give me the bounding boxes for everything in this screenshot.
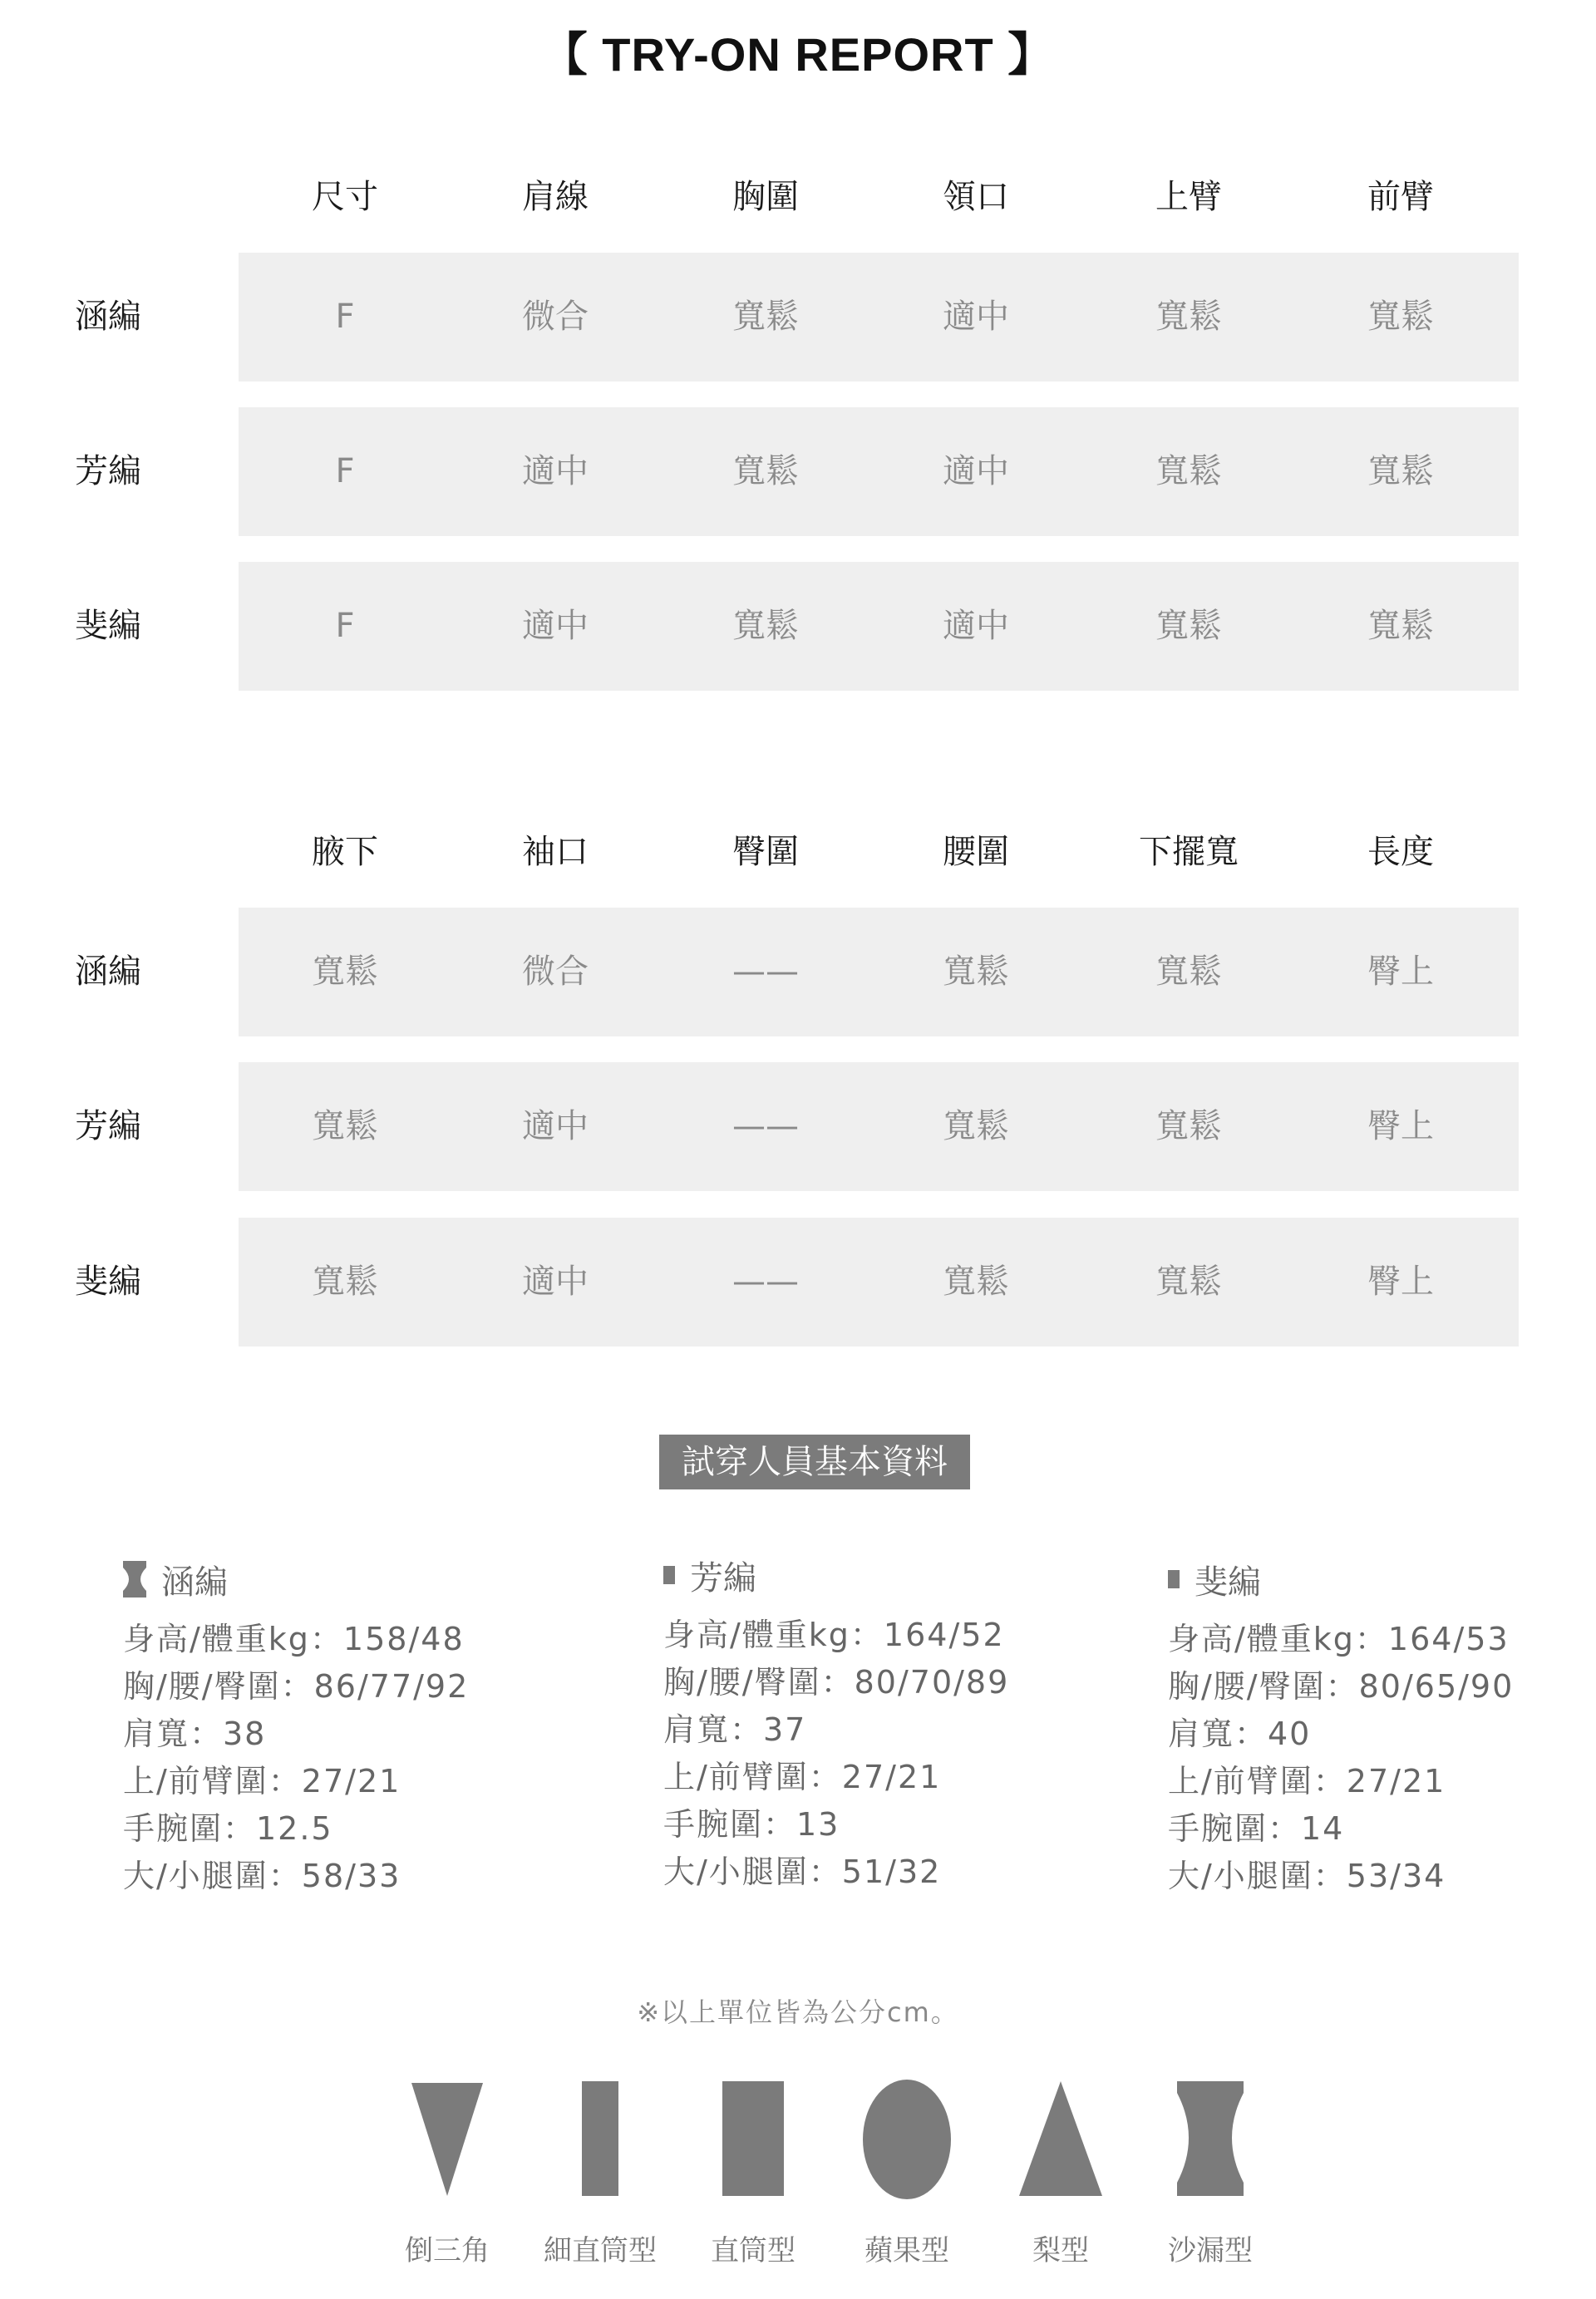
table-cell: 寬鬆 bbox=[732, 298, 799, 336]
col-header: 胸圍 bbox=[732, 178, 799, 216]
body-type-label: 沙漏型 bbox=[1168, 2234, 1253, 2267]
row-label: 斐編 bbox=[75, 607, 141, 645]
slim-straight-icon bbox=[580, 2078, 620, 2198]
measurement-line: 大/小腿圍：51/32 bbox=[663, 1853, 942, 1890]
row-label: 芳編 bbox=[75, 1107, 141, 1145]
body-type-label: 細直筒型 bbox=[544, 2234, 657, 2267]
row-label: 涵編 bbox=[75, 953, 141, 991]
member-card bbox=[1168, 1554, 1596, 1900]
measurement-line: 手腕圍：13 bbox=[663, 1806, 840, 1843]
table-cell: 適中 bbox=[943, 607, 1009, 645]
member-name: 斐編 bbox=[1195, 1563, 1261, 1602]
measurement-line: 身高/體重kg：158/48 bbox=[123, 1621, 465, 1657]
table-cell: 寬鬆 bbox=[1155, 1107, 1222, 1145]
table-cell: 臀上 bbox=[1367, 1107, 1434, 1145]
table-cell: —— bbox=[732, 1107, 799, 1145]
table-cell: 臀上 bbox=[1367, 1263, 1434, 1301]
table-cell: 臀上 bbox=[1367, 953, 1434, 991]
table-cell: 適中 bbox=[943, 298, 1009, 336]
table-cell: 寬鬆 bbox=[1155, 1263, 1222, 1301]
slim-rectangle-icon bbox=[1168, 1561, 1180, 1597]
body-type-label: 蘋果型 bbox=[864, 2234, 949, 2267]
apple-icon bbox=[861, 2078, 953, 2203]
measurement-line: 胸/腰/臀圍：80/65/90 bbox=[1168, 1668, 1515, 1705]
body-type-label: 直筒型 bbox=[711, 2234, 796, 2267]
table-cell: 寬鬆 bbox=[1367, 452, 1434, 490]
member-name-row bbox=[123, 1554, 589, 1604]
col-header: 腰圍 bbox=[943, 833, 1009, 871]
member-name: 芳編 bbox=[690, 1558, 756, 1597]
measurement-line: 肩寬：40 bbox=[1168, 1716, 1312, 1752]
col-header: 下擺寬 bbox=[1139, 833, 1239, 871]
table-cell: F bbox=[335, 298, 355, 336]
member-name-row bbox=[1168, 1554, 1596, 1604]
unit-note: ※以上單位皆為公分cm。 bbox=[637, 1996, 959, 2028]
col-header: 臀圍 bbox=[732, 833, 799, 871]
table-cell: 適中 bbox=[522, 1263, 589, 1301]
measurement-line: 大/小腿圍：53/34 bbox=[1168, 1858, 1446, 1894]
row-label: 芳編 bbox=[75, 452, 141, 490]
table-cell: 寬鬆 bbox=[312, 1107, 378, 1145]
table-cell: 寬鬆 bbox=[1367, 607, 1434, 645]
measurement-line: 肩寬：38 bbox=[123, 1716, 267, 1752]
measurement-line: 肩寬：37 bbox=[663, 1711, 807, 1748]
table-header bbox=[0, 819, 1596, 885]
measurement-line: 手腕圍：12.5 bbox=[123, 1810, 333, 1847]
col-header: 前臂 bbox=[1367, 178, 1434, 216]
table-cell: 適中 bbox=[522, 452, 589, 490]
table-cell: 寬鬆 bbox=[943, 953, 1009, 991]
inverted-triangle-icon bbox=[410, 2078, 485, 2198]
table-cell: 寬鬆 bbox=[1155, 298, 1222, 336]
table-cell: 寬鬆 bbox=[943, 1263, 1009, 1301]
straight-icon bbox=[721, 2078, 786, 2198]
pear-icon bbox=[1017, 2078, 1104, 2198]
table-cell: 適中 bbox=[943, 452, 1009, 490]
col-header: 腋下 bbox=[312, 833, 378, 871]
table-cell: 微合 bbox=[522, 953, 589, 991]
table-header bbox=[0, 164, 1596, 230]
col-header: 肩線 bbox=[522, 178, 589, 216]
table-cell: —— bbox=[732, 953, 799, 991]
body-type-label: 倒三角 bbox=[405, 2234, 490, 2267]
measurement-line: 身高/體重kg：164/52 bbox=[663, 1617, 1005, 1653]
section-title-badge: 試穿人員基本資料 bbox=[659, 1435, 970, 1489]
table-row bbox=[0, 1218, 1596, 1346]
table-cell: 寬鬆 bbox=[943, 1107, 1009, 1145]
member-measurements bbox=[123, 1616, 589, 1900]
table-row bbox=[0, 908, 1596, 1036]
table-cell: —— bbox=[732, 1263, 799, 1301]
measurement-line: 胸/腰/臀圍：86/77/92 bbox=[123, 1668, 470, 1705]
member-card bbox=[663, 1550, 1129, 1896]
table-cell: 寬鬆 bbox=[1155, 953, 1222, 991]
table-row bbox=[0, 407, 1596, 536]
table-row bbox=[0, 562, 1596, 691]
member-measurements bbox=[1168, 1616, 1596, 1900]
report-title: 【 TRY-ON REPORT 】 bbox=[540, 28, 1056, 81]
table-cell: 寬鬆 bbox=[1155, 607, 1222, 645]
table-cell: 寬鬆 bbox=[732, 607, 799, 645]
measurement-line: 手腕圍：14 bbox=[1168, 1810, 1345, 1847]
table-cell: 寬鬆 bbox=[732, 452, 799, 490]
table-cell: 寬鬆 bbox=[1155, 452, 1222, 490]
measurement-line: 上/前臂圍：27/21 bbox=[1168, 1763, 1446, 1799]
hourglass-icon bbox=[123, 1561, 146, 1597]
table-row bbox=[0, 253, 1596, 382]
table-cell: 適中 bbox=[522, 1107, 589, 1145]
col-header: 長度 bbox=[1367, 833, 1434, 871]
measurement-line: 胸/腰/臀圍：80/70/89 bbox=[663, 1664, 1010, 1701]
table-cell: 寬鬆 bbox=[312, 1263, 378, 1301]
col-header: 領口 bbox=[943, 178, 1009, 216]
member-name-row bbox=[663, 1550, 1129, 1600]
measurement-line: 上/前臂圍：27/21 bbox=[123, 1763, 401, 1799]
table-cell: 適中 bbox=[522, 607, 589, 645]
slim-rectangle-icon bbox=[663, 1557, 675, 1593]
table-cell: 寬鬆 bbox=[312, 953, 378, 991]
member-name: 涵編 bbox=[161, 1563, 228, 1602]
row-label: 涵編 bbox=[75, 298, 141, 336]
table-cell: 寬鬆 bbox=[1367, 298, 1434, 336]
row-label: 斐編 bbox=[75, 1263, 141, 1301]
measurement-line: 上/前臂圍：27/21 bbox=[663, 1759, 942, 1795]
body-type-label: 梨型 bbox=[1032, 2234, 1089, 2267]
member-card bbox=[123, 1554, 589, 1900]
member-measurements bbox=[663, 1612, 1129, 1896]
table-cell: F bbox=[335, 607, 355, 645]
measurement-line: 身高/體重kg：164/53 bbox=[1168, 1621, 1510, 1657]
table-cell: 微合 bbox=[522, 298, 589, 336]
measurement-line: 大/小腿圍：58/33 bbox=[123, 1858, 401, 1894]
hourglass-body-icon bbox=[1174, 2078, 1247, 2198]
col-header: 尺寸 bbox=[312, 178, 378, 216]
table-row bbox=[0, 1062, 1596, 1191]
col-header: 袖口 bbox=[522, 833, 589, 871]
table-cell: F bbox=[335, 452, 355, 490]
col-header: 上臂 bbox=[1155, 178, 1222, 216]
